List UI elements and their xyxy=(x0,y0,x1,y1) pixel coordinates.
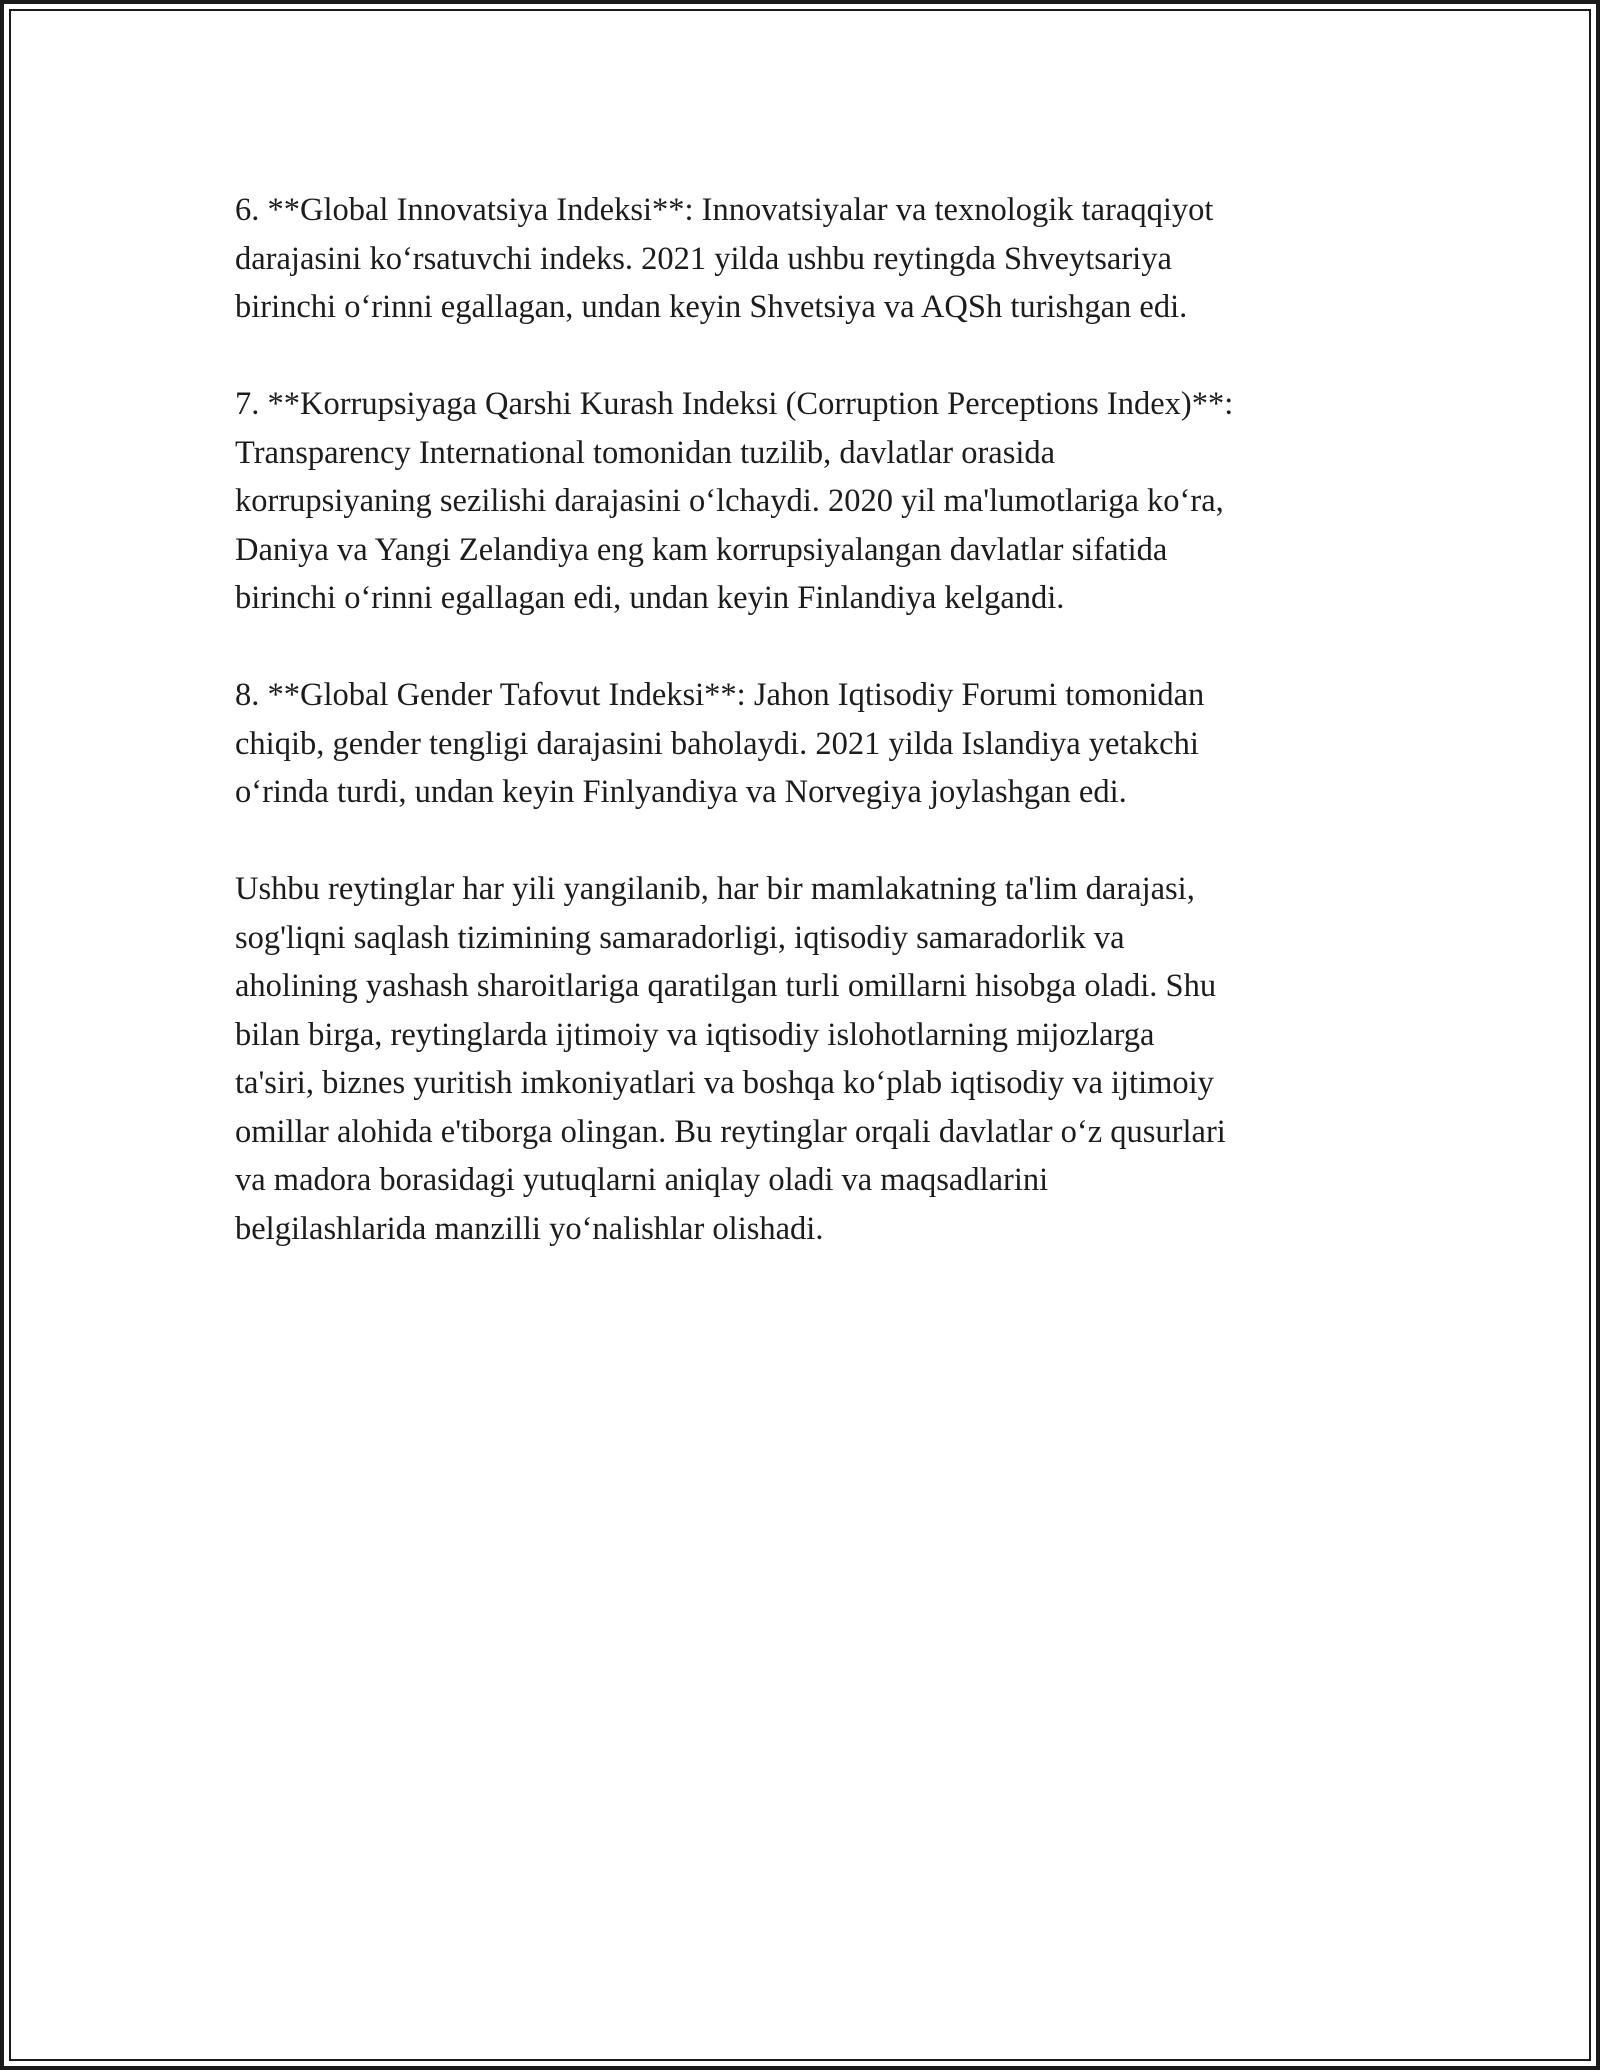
text-line: Daniya va Yangi Zelandiya eng kam korrupsiyalangan davlatlar sifatida xyxy=(235,531,1168,568)
text-line: omillar alohida e'tiborga olingan. Bu reytinglar orqali davlatlar o‘z qusurlari xyxy=(235,1113,1226,1150)
text-line: ta'siri, biznes yuritish imkoniyatlari va boshqa ko‘plab iqtisodiy va ijtimoiy xyxy=(235,1065,1214,1101)
text-line: o‘rinda turdi, undan keyin Finlyandiya va Norvegiya joylashgan edi. xyxy=(235,774,1127,810)
paragraph-summary xyxy=(235,865,1380,1253)
text-line: 6. **Global Innovatsiya Indeksi**: Innovatsiyalar va texnologik taraqqiyot xyxy=(235,192,1214,228)
text-line: aholining yashash sharoitlariga qaratilgan turli omillarni hisobga oladi. Shu xyxy=(235,968,1217,1004)
text-line: 7. **Korrupsiyaga Qarshi Kurash Indeksi (Corruption Perceptions Index)**: xyxy=(235,386,1234,422)
text-line: 8. **Global Gender Tafovut Indeksi**: Jahon Iqtisodiy Forumi tomonidan xyxy=(235,677,1205,713)
text-line: Ushbu reytinglar har yili yangilanib, har bir mamlakatning ta'lim darajasi, xyxy=(235,871,1195,907)
text-line: darajasini ko‘rsatuvchi indeks. 2021 yilda ushbu reytingda Shveytsariya xyxy=(235,240,1172,277)
text-line: korrupsiyaning sezilishi darajasini o‘lchaydi. 2020 yil ma'lumotlariga ko‘ra, xyxy=(235,483,1224,519)
paragraph-global-innovation-index xyxy=(235,186,1380,332)
text-line: belgilashlarida manzilli yo‘nalishlar olishadi. xyxy=(235,1210,824,1247)
text-line: sog'liqni saqlash tizimining samaradorligi, iqtisodiy samaradorlik va xyxy=(235,919,1125,956)
text-line: birinchi o‘rinni egallagan, undan keyin Shvetsiya va AQSh turishgan edi. xyxy=(235,289,1188,325)
text-line: chiqib, gender tengligi darajasini baholaydi. 2021 yilda Islandiya yetakchi xyxy=(235,725,1199,762)
paragraph-global-gender-gap-index xyxy=(235,671,1380,817)
text-line: Transparency International tomonidan tuzilib, davlatlar orasida xyxy=(235,434,1056,471)
text-line: va madora borasidagi yutuqlarni aniqlay oladi va maqsadlarini xyxy=(235,1162,1049,1198)
document-body xyxy=(235,186,1380,1302)
paragraph-corruption-perceptions-index xyxy=(235,380,1380,623)
text-line: birinchi o‘rinni egallagan edi, undan keyin Finlandiya kelgandi. xyxy=(235,580,1065,616)
text-line: bilan birga, reytinglarda ijtimoiy va iqtisodiy islohotlarning mijozlarga xyxy=(235,1016,1155,1053)
